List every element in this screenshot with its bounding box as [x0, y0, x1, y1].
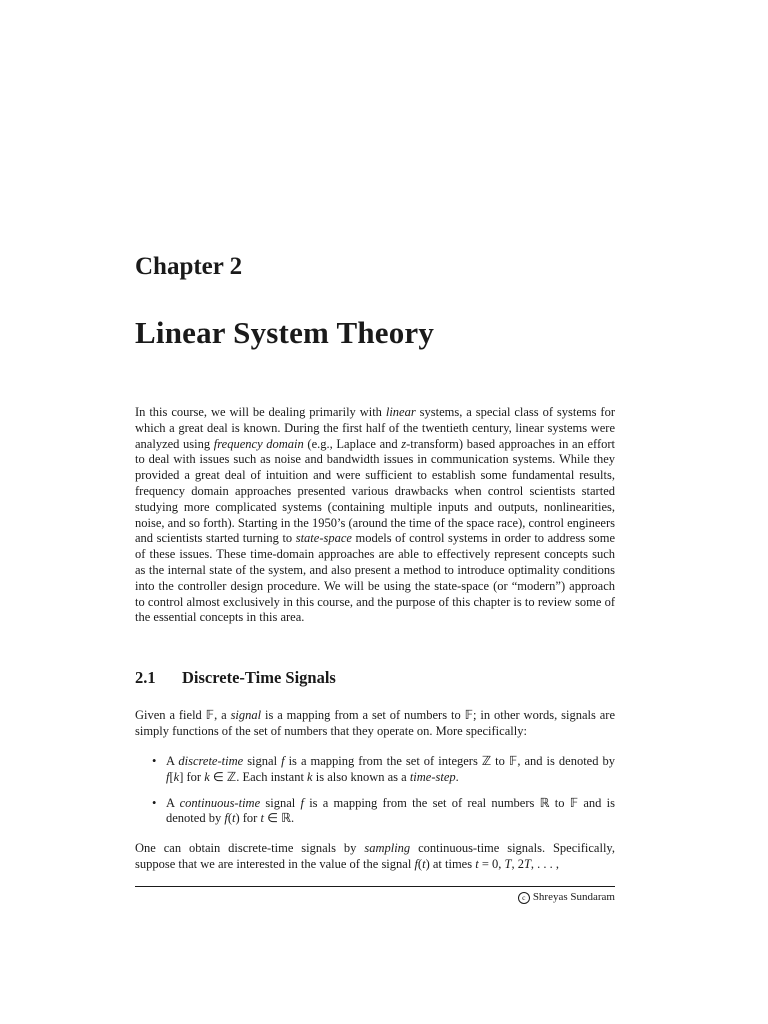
intro-text-5: models of control systems in order to address some of these issues. These time-domain approaches are able to effectively represent concepts such as the internal state of the system, and also present a method to introduce optimality conditions into the controller design procedure. We will be using the state-space (or “modern”) approach to control almost exclusively in this course, and the purpose of this chapter is to review some of the essential concepts in this area. [135, 531, 615, 625]
term-time-step: time-step [409, 769, 456, 784]
term-frequency-domain: frequency domain [213, 436, 304, 451]
section-intro-text-2: is a mapping from a set of numbers to 𝔽; in other words, signals are simply functions of the set of numbers that they operate on. More specifically: [135, 708, 615, 738]
term-discrete-time: discrete-time [178, 754, 244, 768]
section-number: 2.1 [135, 668, 156, 687]
intro-text-3: (e.g., Laplace and [303, 436, 402, 451]
term-sampling: sampling [364, 841, 411, 855]
section-intro-paragraph [135, 708, 615, 740]
term-state-space: state-space [295, 531, 352, 546]
definition-list [152, 754, 615, 837]
term-linear: linear [385, 405, 416, 419]
section-heading [135, 668, 336, 688]
list-item: • A discrete-time signal f is a mapping from the set of integers ℤ to 𝔽, and is denoted by f[k] for k ∈ ℤ. Each instant k is also known as a time-step. [152, 754, 616, 784]
math-z: z [401, 436, 407, 451]
bullet-icon: • [152, 795, 157, 810]
footer-divider [135, 886, 615, 887]
copyright-icon: c [518, 892, 530, 904]
intro-paragraph [135, 405, 615, 626]
closing-paragraph: One can obtain discrete-time signals by sampling continuous-time signals. Specifically, suppose that we are interested in the value of the signal f(t) at times t = 0, T, 2T, . . . , [135, 841, 615, 871]
list-item: • A continuous-time signal f is a mapping from the set of real numbers ℝ to 𝔽 and is denoted by f(t) for t ∈ ℝ. [152, 795, 616, 826]
chapter-label: Chapter 2 [135, 253, 243, 280]
bullet-icon: • [152, 754, 157, 768]
term-continuous-time: continuous-time [179, 795, 261, 810]
author-name: Shreyas Sundaram [532, 891, 615, 903]
section-title: Discrete-Time Signals [182, 668, 336, 687]
footer-credit [518, 891, 615, 904]
term-signal: signal [230, 708, 262, 722]
section-intro-text-1: Given a field 𝔽, a [135, 708, 231, 722]
chapter-title: Linear System Theory [135, 315, 435, 350]
intro-text-1: In this course, we will be dealing primarily with [135, 405, 386, 419]
intro-text-2: systems, a special class of systems for which a great deal is known. During the first half of the twentieth century, linear systems were analyzed using [135, 405, 615, 451]
intro-text-4: -transform) based approaches in an effort to deal with issues such as noise and bandwidth issues in communication systems. While they provided a great deal of intuition and were sufficient to establish some fundamental results, frequency domain approaches presented various drawbacks when control scientists started studying more complicated systems (containing multiple inputs and outputs, nonlinearities, noise, and so forth). Starting in the 1950’s (around the time of the space race), control engineers and scientists started turning to [135, 436, 615, 546]
